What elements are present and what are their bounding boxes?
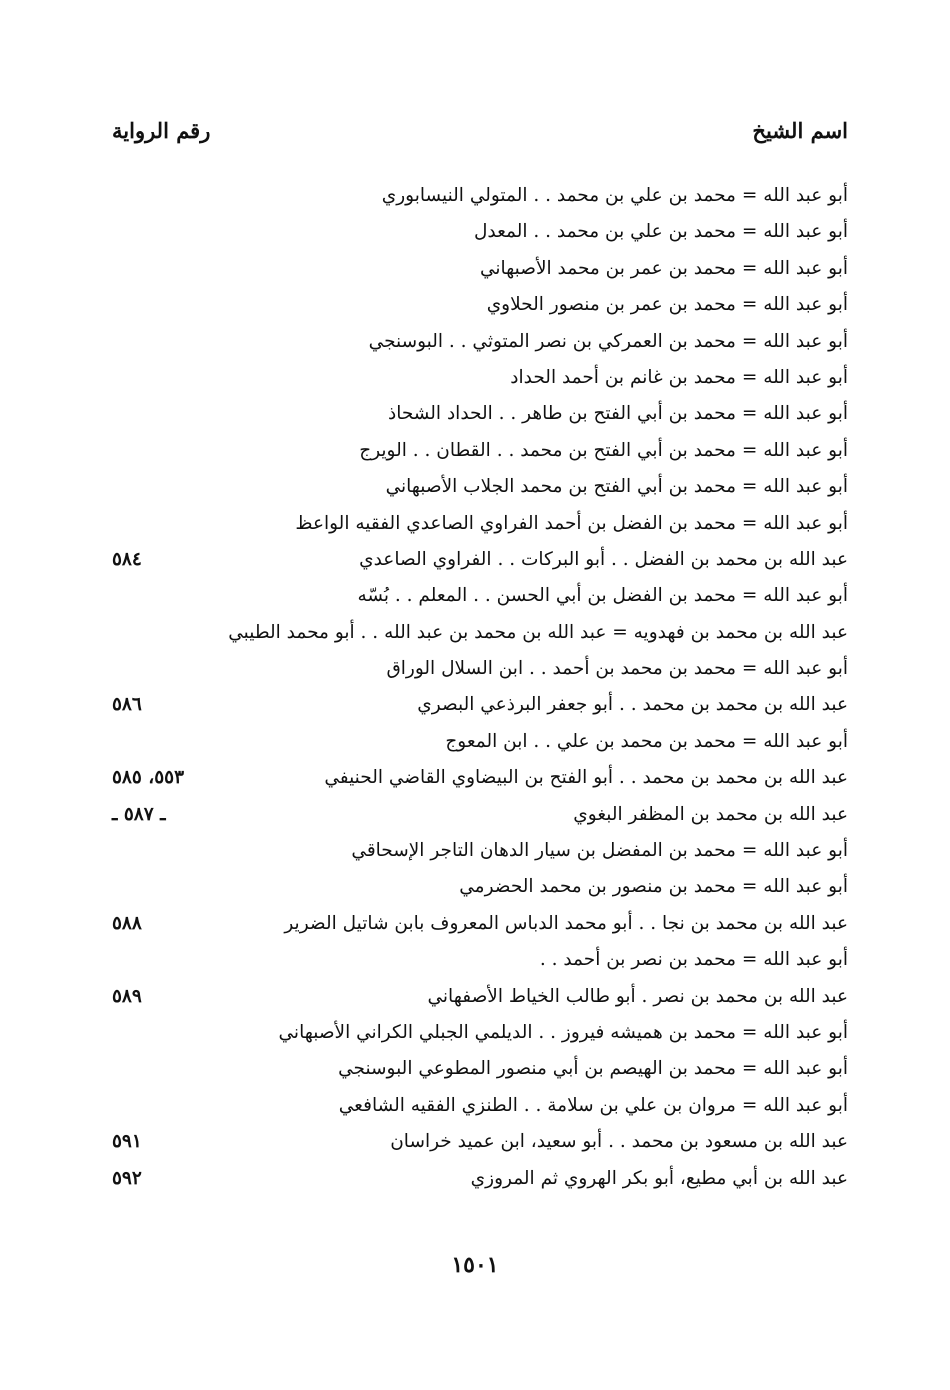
list-item xyxy=(112,433,848,469)
list-item xyxy=(112,760,848,796)
list-item xyxy=(112,906,848,942)
sheikh-name: أبو عبد الله = محمد بن محمد بن أحمد . . ابن السلال الوراق xyxy=(386,658,848,680)
list-item xyxy=(112,506,848,542)
list-item xyxy=(112,469,848,505)
list-item xyxy=(112,542,848,578)
list-item xyxy=(112,396,848,432)
sheikh-name: أبو عبد الله = محمد بن أبي الفتح بن طاهر . . الحداد الشحاذ xyxy=(387,403,848,425)
list-item xyxy=(112,869,848,905)
sheikh-name: عبد الله بن محمد بن الفضل . . أبو البركات . . الفراوي الصاعدي xyxy=(359,548,848,570)
list-item xyxy=(112,797,848,833)
sheikh-name: أبو عبد الله = محمد بن محمد بن علي . . ابن المعوج xyxy=(445,730,848,752)
narration-number: ٥٨٤ xyxy=(112,548,142,570)
list-item xyxy=(112,214,848,250)
list-item xyxy=(112,942,848,978)
list-item xyxy=(112,287,848,323)
sheikh-name: أبو عبد الله = محمد بن نصر بن أحمد . . xyxy=(539,949,848,971)
sheikh-name: عبد الله بن محمد بن نصر . أبو طالب الخياط الأصفهاني xyxy=(427,985,848,1007)
list-item xyxy=(112,1124,848,1160)
sheikh-name: أبو عبد الله = مروان بن علي بن سلامة . . الطنزي الفقيه الشافعي xyxy=(338,1094,848,1116)
sheikh-name: أبو عبد الله = محمد بن الفضل بن أحمد الفراوي الصاعدي الفقيه الواعظ xyxy=(295,512,848,534)
list-item xyxy=(112,833,848,869)
sheikh-name: أبو عبد الله = محمد بن علي بن محمد . . المتولي النيسابوري xyxy=(381,185,848,206)
narration-number: ٥٥٣، ٥٨٥ xyxy=(112,767,185,789)
sheikh-name: عبد الله بن مسعود بن محمد . . أبو سعيد، ابن عميد خراسان xyxy=(390,1131,848,1153)
list-item xyxy=(112,687,848,723)
list-item xyxy=(112,178,848,214)
narration-number: ٥٨٩ xyxy=(112,985,142,1007)
sheikh-index-list xyxy=(112,178,848,1197)
list-item xyxy=(112,360,848,396)
list-item xyxy=(112,578,848,614)
sheikh-name: عبد الله بن محمد بن المظفر البغوي xyxy=(573,803,848,825)
narration-number: ٥٨٦ xyxy=(112,694,142,716)
list-item xyxy=(112,251,848,287)
sheikh-name: أبو عبد الله = محمد بن غانم بن أحمد الحداد xyxy=(510,366,848,388)
sheikh-name: أبو عبد الله = محمد بن علي بن محمد . . المعدل xyxy=(473,221,848,243)
header-name-column: اسم الشيخ xyxy=(752,118,848,143)
sheikh-name: أبو عبد الله = محمد بن المفضل بن سيار الدهان التاجر الإسحاقي xyxy=(351,840,848,862)
list-item xyxy=(112,979,848,1015)
list-item xyxy=(112,1161,848,1197)
sheikh-name: أبو عبد الله = محمد بن عمر بن منصور الحلاوي xyxy=(486,294,848,316)
sheikh-name: أبو عبد الله = محمد بن منصور بن محمد الحضرمي xyxy=(459,876,848,898)
sheikh-name: أبو عبد الله = محمد بن عمر بن محمد الأصبهاني xyxy=(479,257,848,279)
sheikh-name: أبو عبد الله = محمد بن أبي الفتح بن محمد الجلاب الأصبهاني xyxy=(385,476,848,498)
list-item xyxy=(112,724,848,760)
sheikh-name: عبد الله بن محمد بن محمد . . أبو الفتح بن البيضاوي القاضي الحنيفي xyxy=(324,767,848,789)
sheikh-name: عبد الله بن أبي مطيع، أبو بكر الهروي ثم المروزي xyxy=(470,1167,848,1189)
list-item xyxy=(112,651,848,687)
narration-number: ٥٩١ xyxy=(112,1131,142,1153)
list-item xyxy=(112,1051,848,1087)
narration-number: ٥٩٢ xyxy=(112,1167,142,1189)
list-item xyxy=(112,1015,848,1051)
table-header xyxy=(112,118,848,154)
sheikh-name: عبد الله بن محمد بن فهدويه = عبد الله بن محمد بن عبد الله . . أبو محمد الطيبي xyxy=(228,621,848,643)
list-item xyxy=(112,615,848,651)
narration-number: ـ ٥٨٧ ـ xyxy=(112,803,166,825)
page-number: ١٥٠١ xyxy=(451,1252,499,1278)
sheikh-name: أبو عبد الله = محمد بن الفضل بن أبي الحسن . . المعلم . . بُسّه xyxy=(357,585,848,607)
list-item xyxy=(112,1088,848,1124)
list-item xyxy=(112,324,848,360)
sheikh-name: أبو عبد الله = محمد بن العمركي بن نصر المتوثي . . البوسنجي xyxy=(368,330,848,352)
header-number-column: رقم الرواية xyxy=(112,118,211,143)
narration-number: ٥٨٨ xyxy=(112,912,142,934)
sheikh-name: أبو عبد الله = محمد بن هميشه فيروز . . الديلمي الجبلي الكراني الأصبهاني xyxy=(278,1021,848,1043)
sheikh-name: أبو عبد الله = محمد بن الهيصم بن أبي منصور المطوعي البوسنجي xyxy=(338,1058,848,1080)
sheikh-name: أبو عبد الله = محمد بن أبي الفتح بن محمد . . القطان . . الويرج xyxy=(359,439,848,461)
sheikh-name: عبد الله بن محمد بن نجا . . أبو محمد الدباس المعروف بابن شاتيل الضرير xyxy=(284,912,848,934)
sheikh-name: عبد الله بن محمد بن محمد . . أبو جعفر البرذعي البصري xyxy=(417,694,848,716)
